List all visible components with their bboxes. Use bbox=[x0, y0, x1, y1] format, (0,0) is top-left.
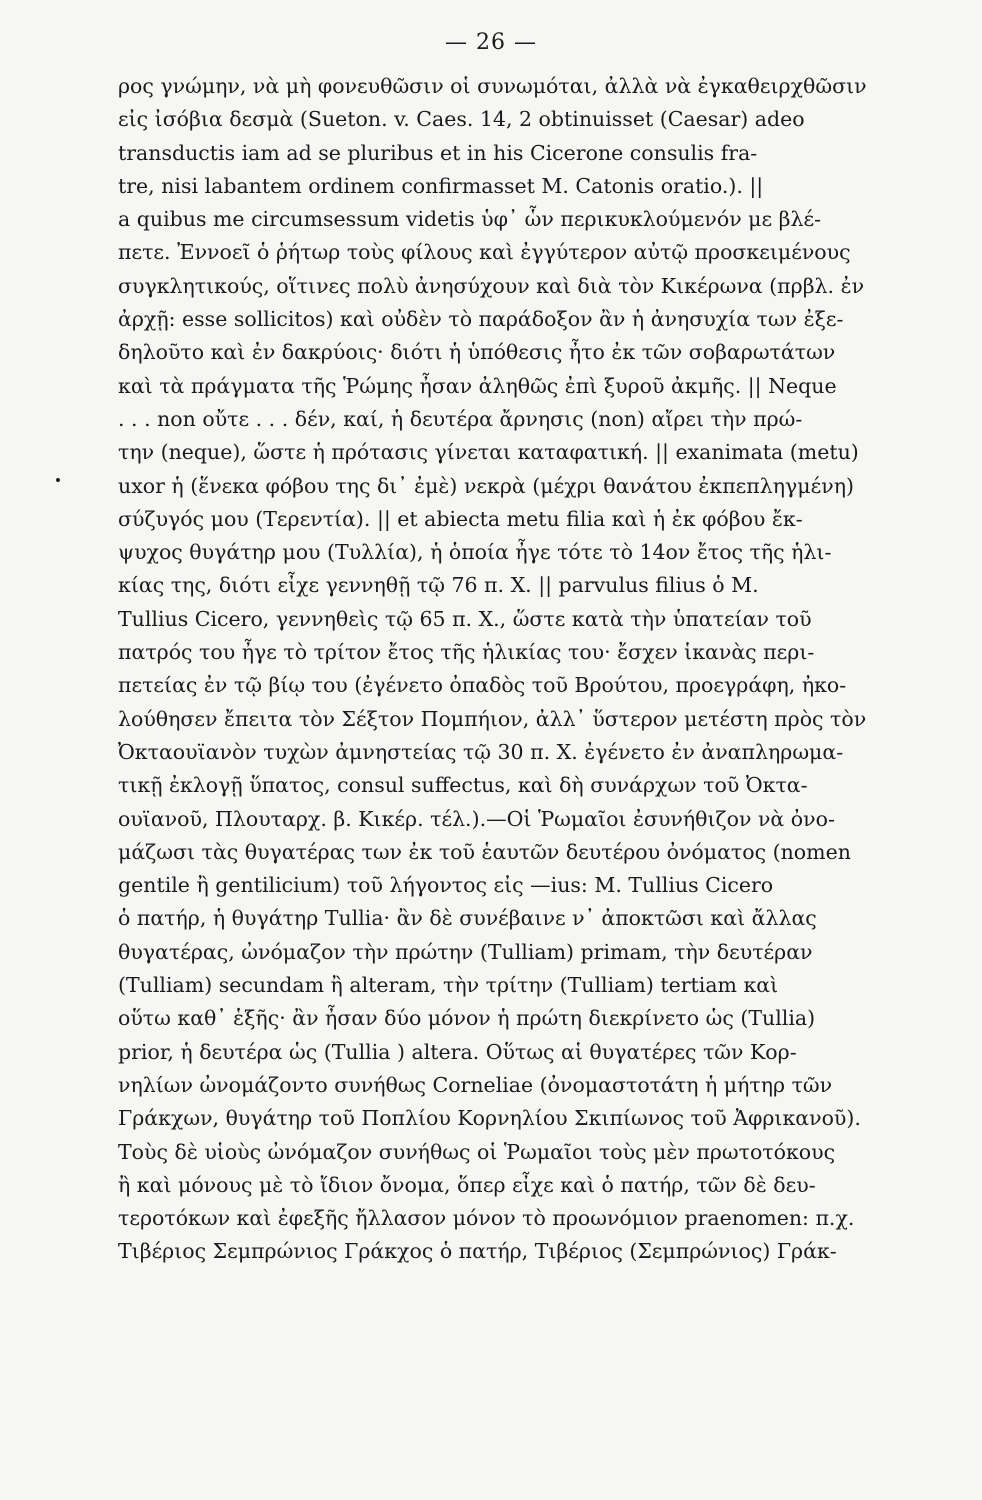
text-line: gentile ἢ gentilicium) τοῦ λήγοντος εἰς —ius: M. Tullius Cicero bbox=[118, 873, 774, 898]
text-line: (Tulliam) secundam ἢ alteram, τὴν τρίτην (Tulliam) tertiam καὶ bbox=[118, 973, 779, 998]
text-line: Τιβέριος Σεμπρώνιος Γράκχος ὁ πατήρ, Τιβέριος (Σεμπρώνιος) Γράκ- bbox=[118, 1239, 837, 1264]
text-line: Ὀκταουϊανὸν τυχὼν ἀμνηστείας τῷ 30 π. Χ. ἐγένετο ἐν ἀναπληρωμα- bbox=[118, 739, 844, 764]
text-line: . . . non οὔτε . . . δέν, καί, ἡ δευτέρα ἄρνησις (non) αἴρει τὴν πρώ- bbox=[118, 406, 803, 431]
text-line: tre, nisi labantem ordinem confirmasset M. Catonis oratio.). || bbox=[118, 173, 764, 198]
text-line: εἰς ἰσόβια δεσμὰ (Sueton. v. Caes. 14, 2 obtinuisset (Caesar) adeo bbox=[118, 107, 805, 132]
text-line: σύζυγός μου (Τερεντία). || et abiecta metu filia καὶ ἡ ἐκ φόβου ἔκ- bbox=[118, 506, 803, 531]
text-line: transductis iam ad se pluribus et in his Cicerone consulis fra- bbox=[118, 140, 758, 165]
text-line: ρος γνώμην, νὰ μὴ φονευθῶσιν οἱ συνωμόται, ἀλλὰ νὰ ἐγκαθειρχθῶσιν bbox=[118, 74, 867, 98]
text-line: Τοὺς δὲ υἱοὺς ὠνόμαζον συνήθως οἱ Ῥωμαῖοι τοὺς μὲν πρωτοτόκους bbox=[118, 1139, 836, 1164]
text-line: Γράκχων, θυγάτηρ τοῦ Ποπλίου Κορνηλίου Σκιπίωνος τοῦ Ἀφρικανοῦ). bbox=[118, 1106, 861, 1131]
text-line: Tullius Cicero, γεννηθεὶς τῷ 65 π. Χ., ὥστε κατὰ τὴν ὑπατείαν τοῦ bbox=[118, 606, 812, 631]
text-line: τεροτόκων καὶ ἐφεξῆς ἤλλασον μόνον τὸ προωνόμιον praenomen: π.χ. bbox=[118, 1206, 855, 1231]
margin-dot bbox=[56, 478, 60, 482]
page-number: — 26 — bbox=[445, 30, 537, 55]
text-line: θυγατέρας, ὠνόμαζον τὴν πρώτην (Tulliam) primam, τὴν δευτέραν bbox=[118, 939, 813, 964]
text-line: νηλίων ὠνομάζοντο συνήθως Corneliae (ὀνομαστοτάτη ἡ μήτηρ τῶν bbox=[118, 1072, 833, 1097]
text-line: κίας της, διότι εἶχε γεννηθῇ τῷ 76 π. Χ. || parvulus filius ὁ Μ. bbox=[118, 573, 759, 598]
text-line: ὁ πατήρ, ἡ θυγάτηρ Tullia· ἂν δὲ συνέβαινε ν᾽ ἀποκτῶσι καὶ ἄλλας bbox=[118, 906, 817, 931]
body-text bbox=[118, 70, 960, 1269]
text-line: καὶ τὰ πράγματα τῆς Ῥώμης ἦσαν ἀληθῶς ἐπὶ ξυροῦ ἀκμῆς. || Neque bbox=[118, 373, 837, 398]
text-line: ἢ καὶ μόνους μὲ τὸ ἴδιον ὄνομα, ὅπερ εἶχε καὶ ὁ πατήρ, τῶν δὲ δευ- bbox=[118, 1172, 816, 1197]
text-line: πετείας ἐν τῷ βίῳ του (ἐγένετο ὀπαδὸς τοῦ Βρούτου, προεγράφη, ἠκο- bbox=[118, 673, 847, 698]
text-line: λούθησεν ἔπειτα τὸν Σέξτον Πομπήιον, ἀλλ᾽ ὕστερον μετέστη πρὸς τὸν bbox=[118, 706, 867, 731]
text-line: πατρός του ἦγε τὸ τρίτον ἔτος τῆς ἡλικίας του· ἔσχεν ἱκανὰς περι- bbox=[118, 640, 815, 665]
text-line: πετε. Ἐννοεῖ ὁ ῥήτωρ τοὺς φίλους καὶ ἐγγύτερον αὐτῷ προσκειμένους bbox=[118, 240, 851, 265]
text-line: οὕτω καθ᾽ ἑξῆς· ἂν ἦσαν δύο μόνον ἡ πρώτη διεκρίνετο ὡς (Tullia) bbox=[118, 1006, 816, 1031]
text-line: uxor ἡ (ἕνεκα φόβου της δι᾽ ἐμὲ) νεκρὰ (μέχρι θανάτου ἐκπεπληγμένη) bbox=[118, 473, 854, 498]
text-line: μάζωσι τὰς θυγατέρας των ἐκ τοῦ ἑαυτῶν δευτέρου ὀνόματος (nomen bbox=[118, 839, 851, 864]
text-line: συγκλητικούς, οἵτινες πολὺ ἀνησύχουν καὶ διὰ τὸν Κικέρωνα (πρβλ. ἐν bbox=[118, 273, 865, 298]
text-line: a quibus me circumsessum videtis ὑφ᾽ ὧν περικυκλούμενόν με βλέ- bbox=[118, 207, 822, 232]
text-line: δηλοῦτο καὶ ἐν δακρύοις· διότι ἡ ὑπόθεσις ἦτο ἐκ τῶν σοβαρωτάτων bbox=[118, 340, 836, 365]
text-line: prior, ἡ δευτέρα ὡς (Tullia ) altera. Οὕτως αἱ θυγατέρες τῶν Κορ- bbox=[118, 1039, 797, 1064]
text-line: ἀρχῇ: esse sollicitos) καὶ οὐδὲν τὸ παράδοξον ἂν ἡ ἀνησυχία των ἐξε- bbox=[118, 307, 844, 332]
text-line: τικῇ ἐκλογῇ ὕπατος, consul suffectus, καὶ δὴ συνάρχων τοῦ Ὀκτα- bbox=[118, 773, 808, 798]
text-line: ψυχος θυγάτηρ μου (Τυλλία), ἡ ὁποία ἦγε τότε τὸ 14ον ἔτος τῆς ἡλι- bbox=[118, 540, 832, 565]
text-line: την (neque), ὥστε ἡ πρότασις γίνεται καταφατική. || exanimata (metu) bbox=[118, 440, 859, 465]
text-line: ουϊανοῦ, Πλουταρχ. β. Κικέρ. τέλ.).—Οἱ Ῥωμαῖοι ἐσυνήθιζον νὰ ὀνο- bbox=[118, 806, 835, 831]
